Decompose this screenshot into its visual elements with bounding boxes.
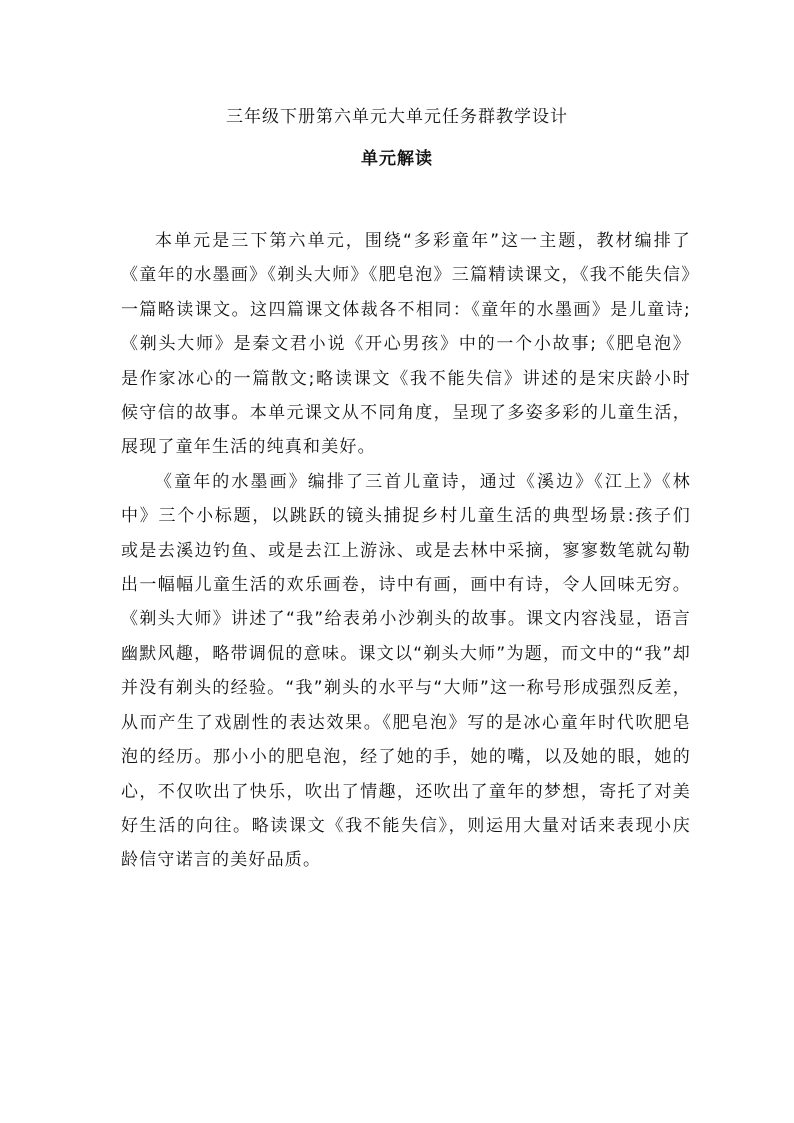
paragraph-lesson-analysis: 《童年的水墨画》编排了三首儿童诗，通过《溪边》《江上》《林中》三个小标题，以跳跃的镜头捕捉乡村儿童生活的典型场景:孩子们或是去溪边钓鱼、或是去江上游泳、或是去林中采摘，寥寥数笔就勾勒出一幅幅儿童生活的欢乐画卷，诗中有画，画中有诗，令人回味无穷。《剃头大师》讲述了“我”给表弟小沙剃头的故事。课文内容浅显，语言幽默风趣，略带调侃的意味。课文以“剃头大师”为题，而文中的“我”却并没有剃头的经验。“我”剃头的水平与“大师”这一称号形成强烈反差，从而产生了戏剧性的表达效果。《肥皂泡》写的是冰心童年时代吹肥皂泡的经历。那小小的肥皂泡，经了她的手，她的嘴，以及她的眼，她的心，不仅吹出了快乐，吹出了情趣，还吹出了童年的梦想，寄托了对美好生活的向往。略读课文《我不能失信》，则运用大量对话来表现小庆龄信守诺言的美好品质。: [121, 471, 691, 871]
paragraph-unit-overview: 本单元是三下第六单元，围绕“多彩童年”这一主题，教材编排了《童年的水墨画》《剃头大师》《肥皂泡》三篇精读课文，《我不能失信》一篇略读课文。这四篇课文体裁各不相同：《童年的水墨画》是儿童诗;《剃头大师》是秦文君小说《开心男孩》中的一个小故事;《肥皂泡》是作家冰心的一篇散文;略读课文《我不能失信》讲述的是宋庆龄小时候守信的故事。本单元课文从不同角度，呈现了多姿多彩的儿童生活，展现了童年生活的纯真和美好。: [121, 231, 691, 458]
document-body: [121, 224, 691, 878]
section-heading: 单元解读: [361, 149, 433, 169]
document-title: 三年级下册第六单元大单元任务群教学设计: [226, 107, 568, 127]
